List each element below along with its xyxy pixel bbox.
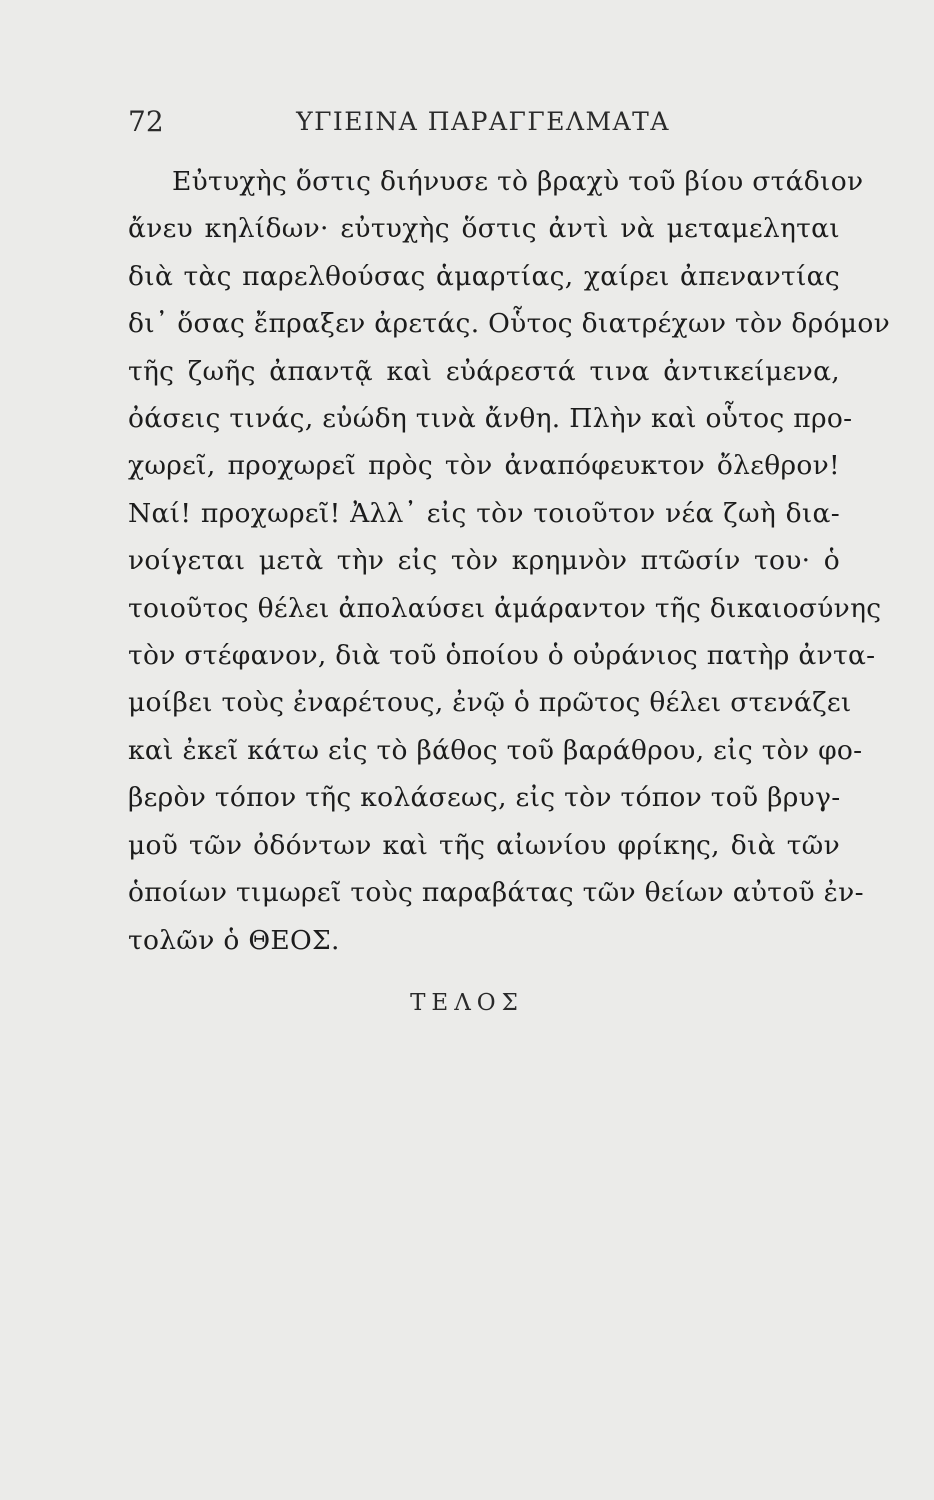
text-line: τοιοῦτος θέλει ἀπολαύσει ἀμάραντον τῆς δικαιοσύνης <box>128 592 882 624</box>
text-line: χωρεῖ, προχωρεῖ πρὸς τὸν ἀναπόφευκτον ὄλεθρον! <box>128 450 840 482</box>
text-line: τῆς ζωῆς ἀπαντᾷ καὶ εὐάρεστά τινα ἀντικείμενα, <box>128 355 840 387</box>
text-line: ὀάσεις τινάς, εὐώδη τινὰ ἄνθη. Πλὴν καὶ οὗτος προ- <box>128 403 853 435</box>
text-line: Ναί! προχωρεῖ! Ἀλλ᾽ εἰς τὸν τοιοῦτον νέα ζωὴ δια- <box>128 497 840 529</box>
running-title: ΥΓΙΕΙΝΑ ΠΑΡΑΓΓΕΛΜΑΤΑ <box>296 107 670 136</box>
text-line: νοίγεται μετὰ τὴν εἰς τὸν κρημνὸν πτῶσίν του· ὁ <box>128 545 840 577</box>
text-line: δι᾽ ὅσας ἔπραξεν ἀρετάς. Οὗτος διατρέχων τὸν δρόμον <box>128 308 890 340</box>
text-line: καὶ ἐκεῖ κάτω εἰς τὸ βάθος τοῦ βαράθρου, εἰς τὸν φο- <box>128 734 863 766</box>
text-line: μοῦ τῶν ὀδόντων καὶ τῆς αἰωνίου φρίκης, διὰ τῶν <box>128 829 840 861</box>
text-line: ὁποίων τιμωρεῖ τοὺς παραβάτας τῶν θείων αὐτοῦ ἐν- <box>128 877 864 909</box>
page-header <box>128 100 838 144</box>
text-line: βερὸν τόπον τῆς κολάσεως, εἰς τὸν τόπον τοῦ βρυγ- <box>128 782 841 814</box>
text-line: ἄνευ κηλίδων· εὐτυχὴς ὅστις ἀντὶ νὰ μεταμεληται <box>128 213 840 245</box>
text-line: τολῶν ὁ ΘΕΟΣ. <box>128 924 340 956</box>
text-line: τὸν στέφανον, διὰ τοῦ ὁποίου ὁ οὐράνιος πατὴρ ἀντα- <box>128 640 876 672</box>
body-text <box>128 158 890 964</box>
text-line: διὰ τὰς παρελθούσας ἁμαρτίας, χαίρει ἀπεναντίας <box>128 260 840 292</box>
page-number: 72 <box>128 105 164 138</box>
text-line: Εὐτυχὴς ὅστις διήνυσε τὸ βραχὺ τοῦ βίου στάδιον <box>172 166 864 197</box>
end-mark: ΤΕΛΟΣ <box>410 990 524 1016</box>
text-line: μοίβει τοὺς ἐναρέτους, ἐνῷ ὁ πρῶτος θέλει στενάζει <box>128 687 852 719</box>
